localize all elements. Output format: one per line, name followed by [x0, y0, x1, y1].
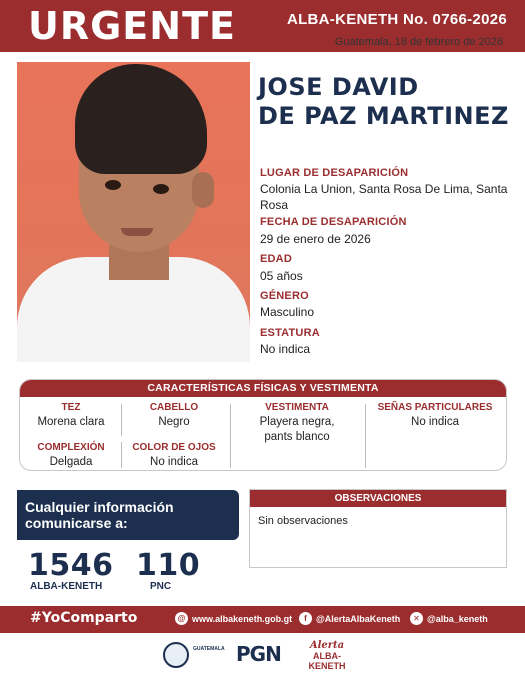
- cell-complexion: [26, 442, 116, 470]
- alba-keneth-logo-top: Alerta: [309, 640, 345, 651]
- cabello-value: Negro: [158, 416, 190, 428]
- observations-box: [249, 489, 507, 568]
- phone-pnc-label: PNC: [150, 581, 172, 592]
- divider: [230, 404, 231, 468]
- label-fecha: FECHA DE DESAPARICIÓN: [260, 216, 407, 228]
- seal-icon: [163, 642, 189, 668]
- value-genero: Masculino: [260, 305, 315, 319]
- value-lugar: Colonia La Union, Santa Rosa De Lima, Santa Rosa: [260, 182, 508, 212]
- pgn-logo-text: PGN: [236, 642, 281, 666]
- urgent-title: URGENTE: [28, 4, 236, 48]
- label-edad: EDAD: [260, 253, 292, 265]
- label-lugar: LUGAR DE DESAPARICIÓN: [260, 167, 409, 179]
- guatemala-logo: [163, 640, 233, 672]
- x-icon: ✕: [410, 612, 423, 625]
- missing-person-photo: [17, 62, 250, 362]
- divider: [121, 442, 122, 468]
- website-text: www.albakeneth.gob.gt: [192, 613, 293, 624]
- cell-vestimenta: [234, 402, 360, 445]
- divider: [121, 404, 122, 436]
- label-estatura: ESTATURA: [260, 327, 320, 339]
- cell-tez: [26, 402, 116, 430]
- footer-bar: [0, 606, 525, 633]
- characteristics-title: CARACTERÍSTICAS FÍSICAS Y VESTIMENTA: [20, 380, 506, 397]
- phone-alba-keneth-label: ALBA-KENETH: [30, 581, 103, 592]
- name-line-2: DE PAZ MARTINEZ: [258, 102, 509, 130]
- senas-value: No indica: [411, 416, 459, 428]
- website-link[interactable]: [175, 612, 292, 625]
- x-text: @alba_keneth: [427, 613, 488, 624]
- divider: [365, 404, 366, 468]
- facebook-link[interactable]: [299, 612, 400, 625]
- contact-line-2: comunicarse a:: [25, 515, 128, 531]
- contact-info-text: [25, 499, 174, 531]
- tez-label: TEZ: [61, 402, 81, 413]
- phone-pnc[interactable]: 110: [136, 548, 201, 583]
- value-fecha: 29 de enero de 2026: [260, 232, 371, 246]
- name-line-1: JOSE DAVID: [258, 73, 419, 101]
- ojos-label: COLOR DE OJOS: [132, 442, 216, 453]
- globe-icon: @: [175, 612, 188, 625]
- tez-value: Morena clara: [37, 416, 105, 428]
- vestimenta-value-2: pants blanco: [264, 431, 330, 443]
- guatemala-logo-text: GUATEMALA: [193, 646, 225, 652]
- cell-senas: [370, 402, 500, 430]
- complexion-value: Delgada: [49, 456, 93, 468]
- vestimenta-value-1: Playera negra,: [259, 416, 335, 428]
- alba-keneth-logo-main: ALBA-KENETH: [308, 651, 346, 671]
- complexion-label: COMPLEXIÓN: [37, 442, 105, 453]
- value-estatura: No indica: [260, 342, 311, 356]
- alert-code: ALBA-KENETH No. 0766-2026: [286, 11, 507, 28]
- label-genero: GÉNERO: [260, 290, 309, 302]
- ojos-value: No indica: [150, 456, 198, 468]
- contact-info-box: [17, 490, 239, 540]
- dateline: Guatemala, 18 de febrero de 2026: [334, 36, 503, 48]
- facebook-text: @AlertaAlbaKeneth: [316, 613, 401, 624]
- observations-title: OBSERVACIONES: [250, 490, 506, 507]
- cell-ojos: [126, 442, 222, 470]
- person-name: [258, 73, 509, 131]
- pgn-logo: [236, 640, 288, 672]
- hashtag: #YoComparto: [30, 610, 138, 626]
- alba-keneth-logo: [298, 640, 356, 672]
- x-link[interactable]: [410, 612, 488, 625]
- characteristics-box: [19, 379, 507, 471]
- facebook-icon: f: [299, 612, 312, 625]
- cabello-label: CABELLO: [149, 402, 199, 413]
- cell-cabello: [126, 402, 222, 430]
- contact-line-1: Cualquier información: [25, 499, 174, 515]
- vestimenta-label: VESTIMENTA: [265, 402, 329, 413]
- phone-alba-keneth[interactable]: 1546: [28, 548, 114, 583]
- value-edad: 05 años: [260, 269, 303, 283]
- observations-text: Sin observaciones: [258, 515, 348, 527]
- senas-label: SEÑAS PARTICULARES: [377, 402, 493, 413]
